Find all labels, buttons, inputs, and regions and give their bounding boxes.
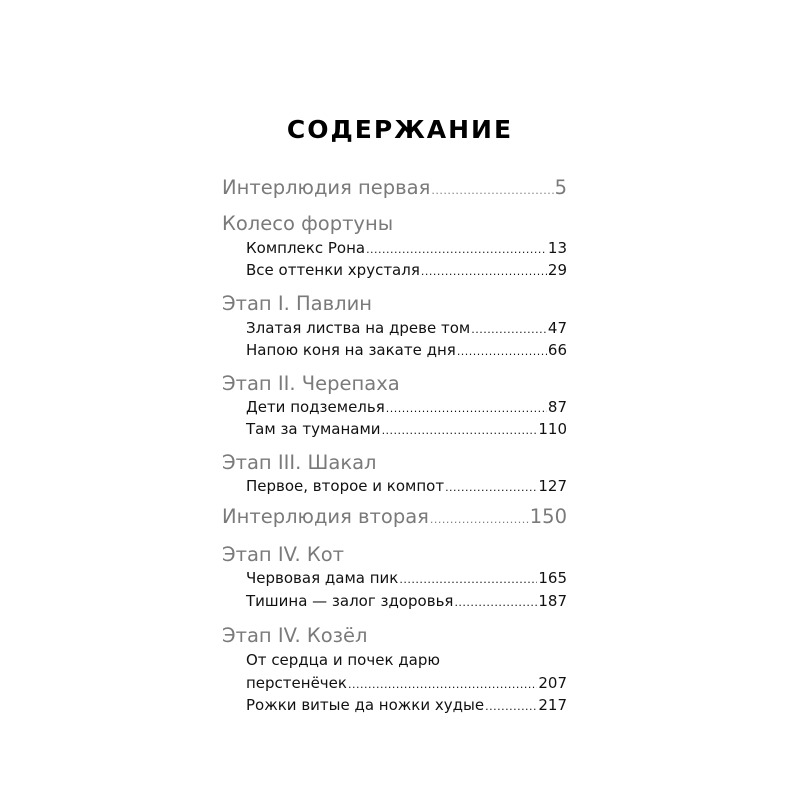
toc-entry	[246, 239, 567, 257]
leader-dots	[348, 678, 537, 691]
toc-entry	[246, 341, 567, 359]
toc-entry-page: 165	[538, 569, 567, 587]
toc-section-title: Этап IV. Козёл	[222, 624, 368, 647]
leader-dots	[485, 700, 537, 713]
toc-entry	[246, 261, 567, 279]
toc-entry-title: Интерлюдия вторая	[222, 505, 429, 528]
toc-entry-title: Все оттенки хрусталя	[246, 261, 420, 279]
toc-section-title: Этап I. Павлин	[222, 292, 373, 315]
leader-dots	[431, 184, 553, 197]
toc-entry	[246, 398, 567, 416]
leader-dots	[454, 596, 537, 609]
toc-entry-title: Рожки витые да ножки худые	[246, 696, 485, 714]
toc-entry-interlude-2	[222, 505, 567, 528]
toc-section-wheel-of-fortune	[222, 212, 393, 235]
toc-entry-page: 13	[547, 239, 567, 257]
toc-entry	[246, 696, 567, 714]
toc-entry-title: Первое, второе и компот	[246, 477, 445, 495]
leader-dots	[399, 573, 537, 586]
toc-entry-title: Напою коня на закате дня	[246, 341, 456, 359]
toc-entry	[246, 569, 567, 587]
toc-entry-page: 87	[547, 398, 567, 416]
toc-section-cat	[222, 543, 344, 566]
toc-entry-page: 207	[538, 674, 567, 692]
toc-entry-interlude-1	[222, 176, 567, 199]
toc-entry-title: Тишина — залог здоровья	[246, 592, 454, 610]
toc-entry-multiline-last	[246, 674, 567, 692]
toc-section-jackal	[222, 451, 377, 474]
leader-dots	[382, 424, 538, 437]
toc-section-title: Этап II. Черепаха	[222, 372, 400, 395]
toc-entry-title: Червовая дама пик	[246, 569, 399, 587]
toc-entry-page: 150	[529, 505, 567, 528]
toc-entry-title: Дети подземелья	[246, 398, 385, 416]
toc-entry-page: 47	[547, 319, 567, 337]
toc-entry-page: 5	[554, 176, 567, 199]
page-title: СОДЕРЖАНИЕ	[286, 115, 514, 144]
toc-entry-title: От сердца и почек дарю	[246, 651, 440, 669]
toc-entry-multiline-first	[246, 651, 440, 669]
toc-section-title: Этап III. Шакал	[222, 451, 377, 474]
leader-dots	[386, 402, 547, 415]
toc-entry-title: Там за туманами	[246, 420, 381, 438]
leader-dots	[421, 265, 547, 278]
toc-entry-title: перстенёчек	[246, 674, 347, 692]
toc-entry	[246, 592, 567, 610]
leader-dots	[471, 323, 547, 336]
leader-dots	[366, 243, 547, 256]
toc-entry-title: Комплекс Рона	[246, 239, 366, 257]
toc-entry	[246, 319, 567, 337]
toc-section-goat	[222, 624, 367, 647]
toc-entry-page: 127	[538, 477, 567, 495]
toc-entry-page: 110	[538, 420, 567, 438]
toc-entry-title: Интерлюдия первая	[222, 176, 431, 199]
leader-dots	[445, 481, 537, 494]
toc-entry-page: 66	[547, 341, 567, 359]
toc-entry-page: 217	[538, 696, 567, 714]
toc-entry-title: Златая листва на древе том	[246, 319, 471, 337]
toc-section-peacock	[222, 292, 372, 315]
toc-section-turtle	[222, 372, 400, 395]
toc-entry	[246, 420, 567, 438]
toc-entry-page: 29	[547, 261, 567, 279]
toc-entry	[246, 477, 567, 495]
leader-dots	[430, 513, 529, 526]
toc-section-title: Этап IV. Кот	[222, 543, 344, 566]
toc-section-title: Колесо фортуны	[222, 212, 394, 235]
leader-dots	[457, 345, 547, 358]
toc-entry-page: 187	[538, 592, 567, 610]
